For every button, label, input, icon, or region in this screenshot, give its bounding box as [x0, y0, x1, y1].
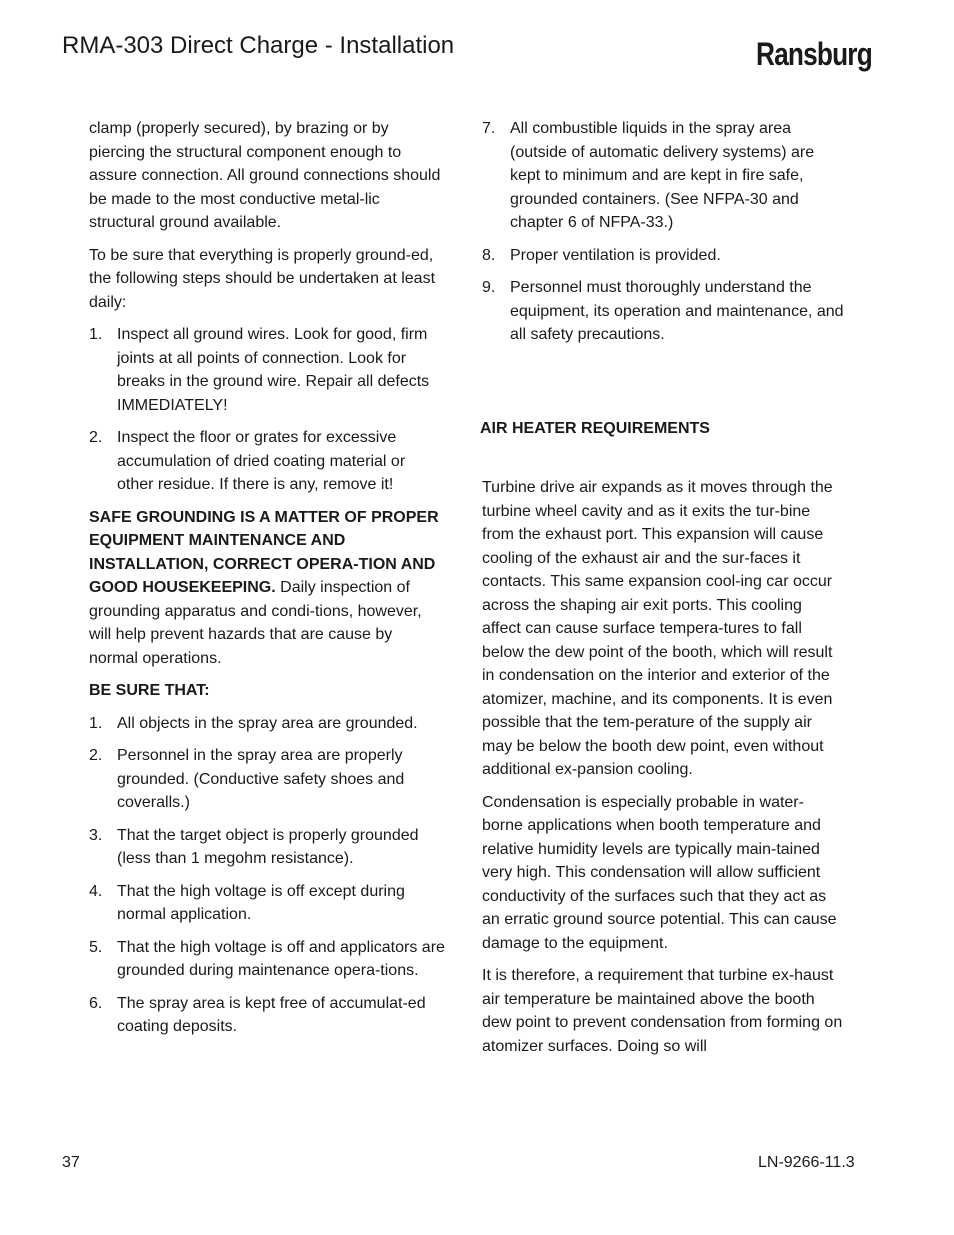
- list-text: The spray area is kept free of accumulat-ed coating deposits.: [117, 994, 426, 1035]
- list-number: 9.: [482, 279, 496, 296]
- paragraph: To be sure that everything is properly ground-ed, the following steps should be undertaken at least daily:: [89, 246, 436, 311]
- warning-text: Daily inspection of grounding apparatus and condi-tions, however, will help prevent hazards that are cause by normal operations.: [89, 579, 422, 667]
- list-item: [482, 117, 844, 235]
- list-number: 2.: [89, 747, 103, 764]
- list-number: 5.: [89, 938, 103, 956]
- paragraph: It is therefore, a requirement that turbine ex-haust air temperature be maintained above the booth dew point to prevent condensation from forming on atomizer surfaces. Doing so will: [482, 967, 843, 1055]
- list-number: 6.: [89, 994, 103, 1012]
- list-text: Inspect all ground wires. Look for good, firm joints at all points of connection. Look for breaks in the ground wire. Repair all defects IMMEDIATELY!: [117, 326, 430, 414]
- warning-bold-text: SAFE GROUNDING IS A MATTER OF PROPER EQUIPMENT MAINTENANCE AND INSTALLATION, CORRECT OPERA-TION AND GOOD HOUSEKEEPING.: [89, 508, 439, 596]
- left-column: [89, 117, 445, 1048]
- list-item: [89, 880, 445, 927]
- document-id: LN-9266-11.3: [758, 1154, 855, 1171]
- right-column-top: [482, 117, 844, 356]
- list-text: Personnel in the spray area are properly grounded. (Conductive safety shoes and coveralls.): [117, 747, 405, 811]
- list-text: All combustible liquids in the spray area (outside of automatic delivery systems) are kept to minimum and are kept in fire safe, grounded containers. (See NFPA-30 and chapter 6 of NFPA-33.): [510, 120, 815, 231]
- page-number: 37: [62, 1154, 80, 1171]
- list-text: That the high voltage is off except during normal application.: [117, 882, 405, 923]
- list-text: All objects in the spray area are grounded.: [117, 714, 418, 732]
- warning-paragraph: [89, 506, 445, 671]
- list-item: [89, 426, 445, 497]
- list-item: [89, 712, 445, 736]
- list-number: 2.: [89, 429, 103, 446]
- list-item: [89, 992, 445, 1039]
- inspection-steps: [89, 323, 445, 497]
- list-item: [89, 323, 445, 417]
- list-item: [482, 244, 844, 268]
- list-item: [89, 936, 445, 983]
- paragraph: clamp (properly secured), by brazing or by piercing the structural component enough to assure connection. All ground connections should be made to the most conductive metal-lic structural ground available.: [89, 120, 441, 231]
- section-heading: AIR HEATER REQUIREMENTS: [480, 420, 710, 437]
- paragraph: Condensation is especially probable in water-borne applications when booth temperature and relative humidity levels are typically main-tained very high. This condensation will allow sufficient conductivity of the surfaces such that they act as an erratic ground source potential. This can cause damage to the equipment.: [482, 793, 837, 952]
- list-text: That the target object is properly grounded (less than 1 megohm resistance).: [117, 826, 419, 867]
- paragraph: Turbine drive air expands as it moves through the turbine wheel cavity and as it exits the tur-bine from the exhaust port. This expansion will cause cooling of the exhaust air and the sur-faces it contacts. This same expansion cool-ing car occur across the shaping air exit ports. This cooling affect can cause surface tempera-tures to fall below the dew point of the booth, which will result in condensation on the interior and exterior of the atomizer, machine, and its components. It is even possible that the tem-perature of the supply air may be below the booth dew point, even without additional ex-pansion cooling.: [482, 479, 833, 778]
- list-number: 7.: [482, 120, 496, 137]
- list-number: 1.: [89, 714, 103, 732]
- list-number: 8.: [482, 246, 496, 264]
- list-text: Proper ventilation is provided.: [510, 246, 721, 264]
- list-number: 4.: [89, 882, 103, 900]
- be-sure-heading: BE SURE THAT:: [89, 682, 210, 699]
- safety-checklist-continued: [482, 117, 844, 347]
- list-item: [89, 824, 445, 871]
- list-text: That the high voltage is off and applicators are grounded during maintenance opera-tions.: [117, 938, 445, 979]
- list-number: 1.: [89, 326, 103, 343]
- list-number: 3.: [89, 826, 103, 844]
- list-text: Personnel must thoroughly understand the equipment, its operation and maintenance, and all safety precautions.: [510, 279, 844, 343]
- list-item: [482, 276, 844, 347]
- list-text: Inspect the floor or grates for excessive accumulation of dried coating material or other residue. If there is any, remove it!: [117, 429, 406, 493]
- safety-checklist: [89, 712, 445, 1039]
- right-column-body: [482, 476, 844, 1067]
- brand-logo: Ransburg: [756, 36, 872, 72]
- list-item: [89, 744, 445, 815]
- page-title: RMA-303 Direct Charge - Installation: [62, 32, 455, 59]
